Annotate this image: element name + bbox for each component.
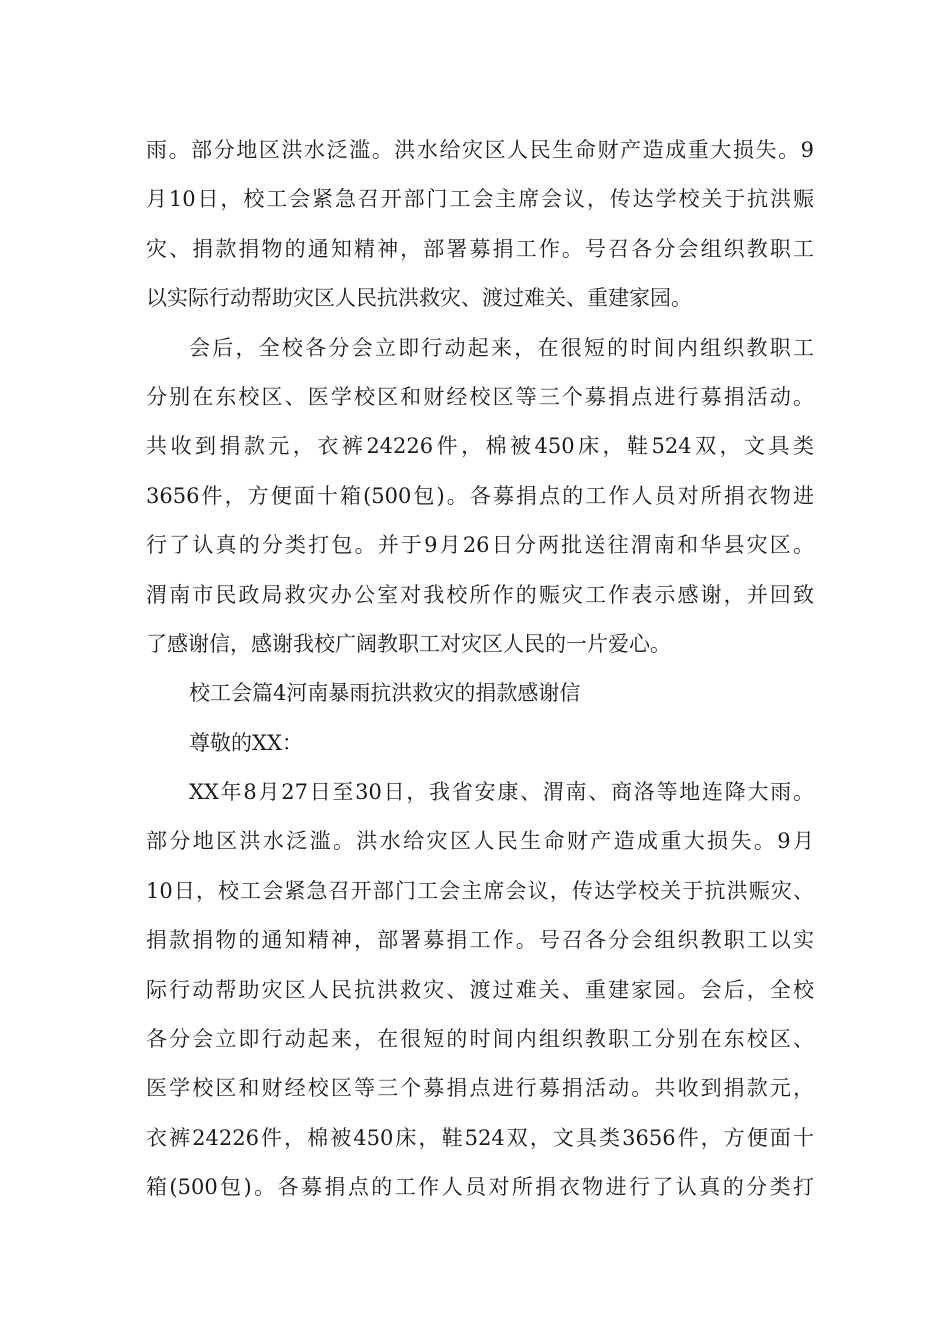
text-line: 了感谢信，感谢我校广阔教职工对灾区人民的一片爱心。: [146, 631, 671, 656]
text-line: 行了认真的分类打包。并于9月26日分两批送往渭南和华县灾区。: [146, 533, 814, 558]
text-line: 以实际行动帮助灾区人民抗洪救灾、渡过难关、重建家园。: [146, 286, 692, 311]
text-line: 月10日，校工会紧急召开部门工会主席会议，传达学校关于抗洪赈: [146, 187, 814, 212]
text-line: 际行动帮助灾区人民抗洪救灾、渡过难关、重建家园。会后，全校: [146, 977, 814, 1002]
text-line: 分别在东校区、医学校区和财经校区等三个募捐点进行募捐活动。: [146, 384, 814, 409]
text-line: 渭南市民政局救灾办公室对我校所作的赈灾工作表示感谢，并回致: [146, 582, 814, 607]
section-heading: 校工会篇4河南暴雨抗洪救灾的捐款感谢信: [189, 681, 581, 706]
text-line: 医学校区和财经校区等三个募捐点进行募捐活动。共收到捐款元，: [146, 1076, 814, 1101]
text-line: 衣裤24226件，棉被450床，鞋524双，文具类3656件，方便面十: [146, 1125, 814, 1150]
salutation: 尊敬的XX：: [189, 730, 303, 755]
text-line: 捐款捐物的通知精神，部署募捐工作。号召各分会组织教职工以实: [146, 928, 814, 953]
text-line: 箱(500包)。各募捐点的工作人员对所捐衣物进行了认真的分类打: [146, 1175, 814, 1200]
text-line: 灾、捐款捐物的通知精神，部署募捐工作。号召各分会组织教职工: [146, 236, 814, 261]
text-line: 共收到捐款元，衣裤24226件，棉被450床，鞋524双，文具类: [146, 434, 814, 459]
text-line: 会后，全校各分会立即行动起来，在很短的时间内组织教职工: [189, 335, 814, 360]
document-body: [146, 126, 814, 1213]
text-line: 雨。部分地区洪水泛滥。洪水给灾区人民生命财产造成重大损失。9: [146, 138, 814, 162]
text-line: 部分地区洪水泛滥。洪水给灾区人民生命财产造成重大损失。9月: [146, 829, 814, 854]
text-line: 各分会立即行动起来，在很短的时间内组织教职工分别在东校区、: [146, 1027, 814, 1052]
text-line: 3656件，方便面十箱(500包)。各募捐点的工作人员对所捐衣物进: [146, 483, 814, 508]
text-line: XX年8月27日至30日，我省安康、渭南、商洛等地连降大雨。: [189, 780, 814, 805]
text-line: 10日，校工会紧急召开部门工会主席会议，传达学校关于抗洪赈灾、: [146, 878, 814, 903]
